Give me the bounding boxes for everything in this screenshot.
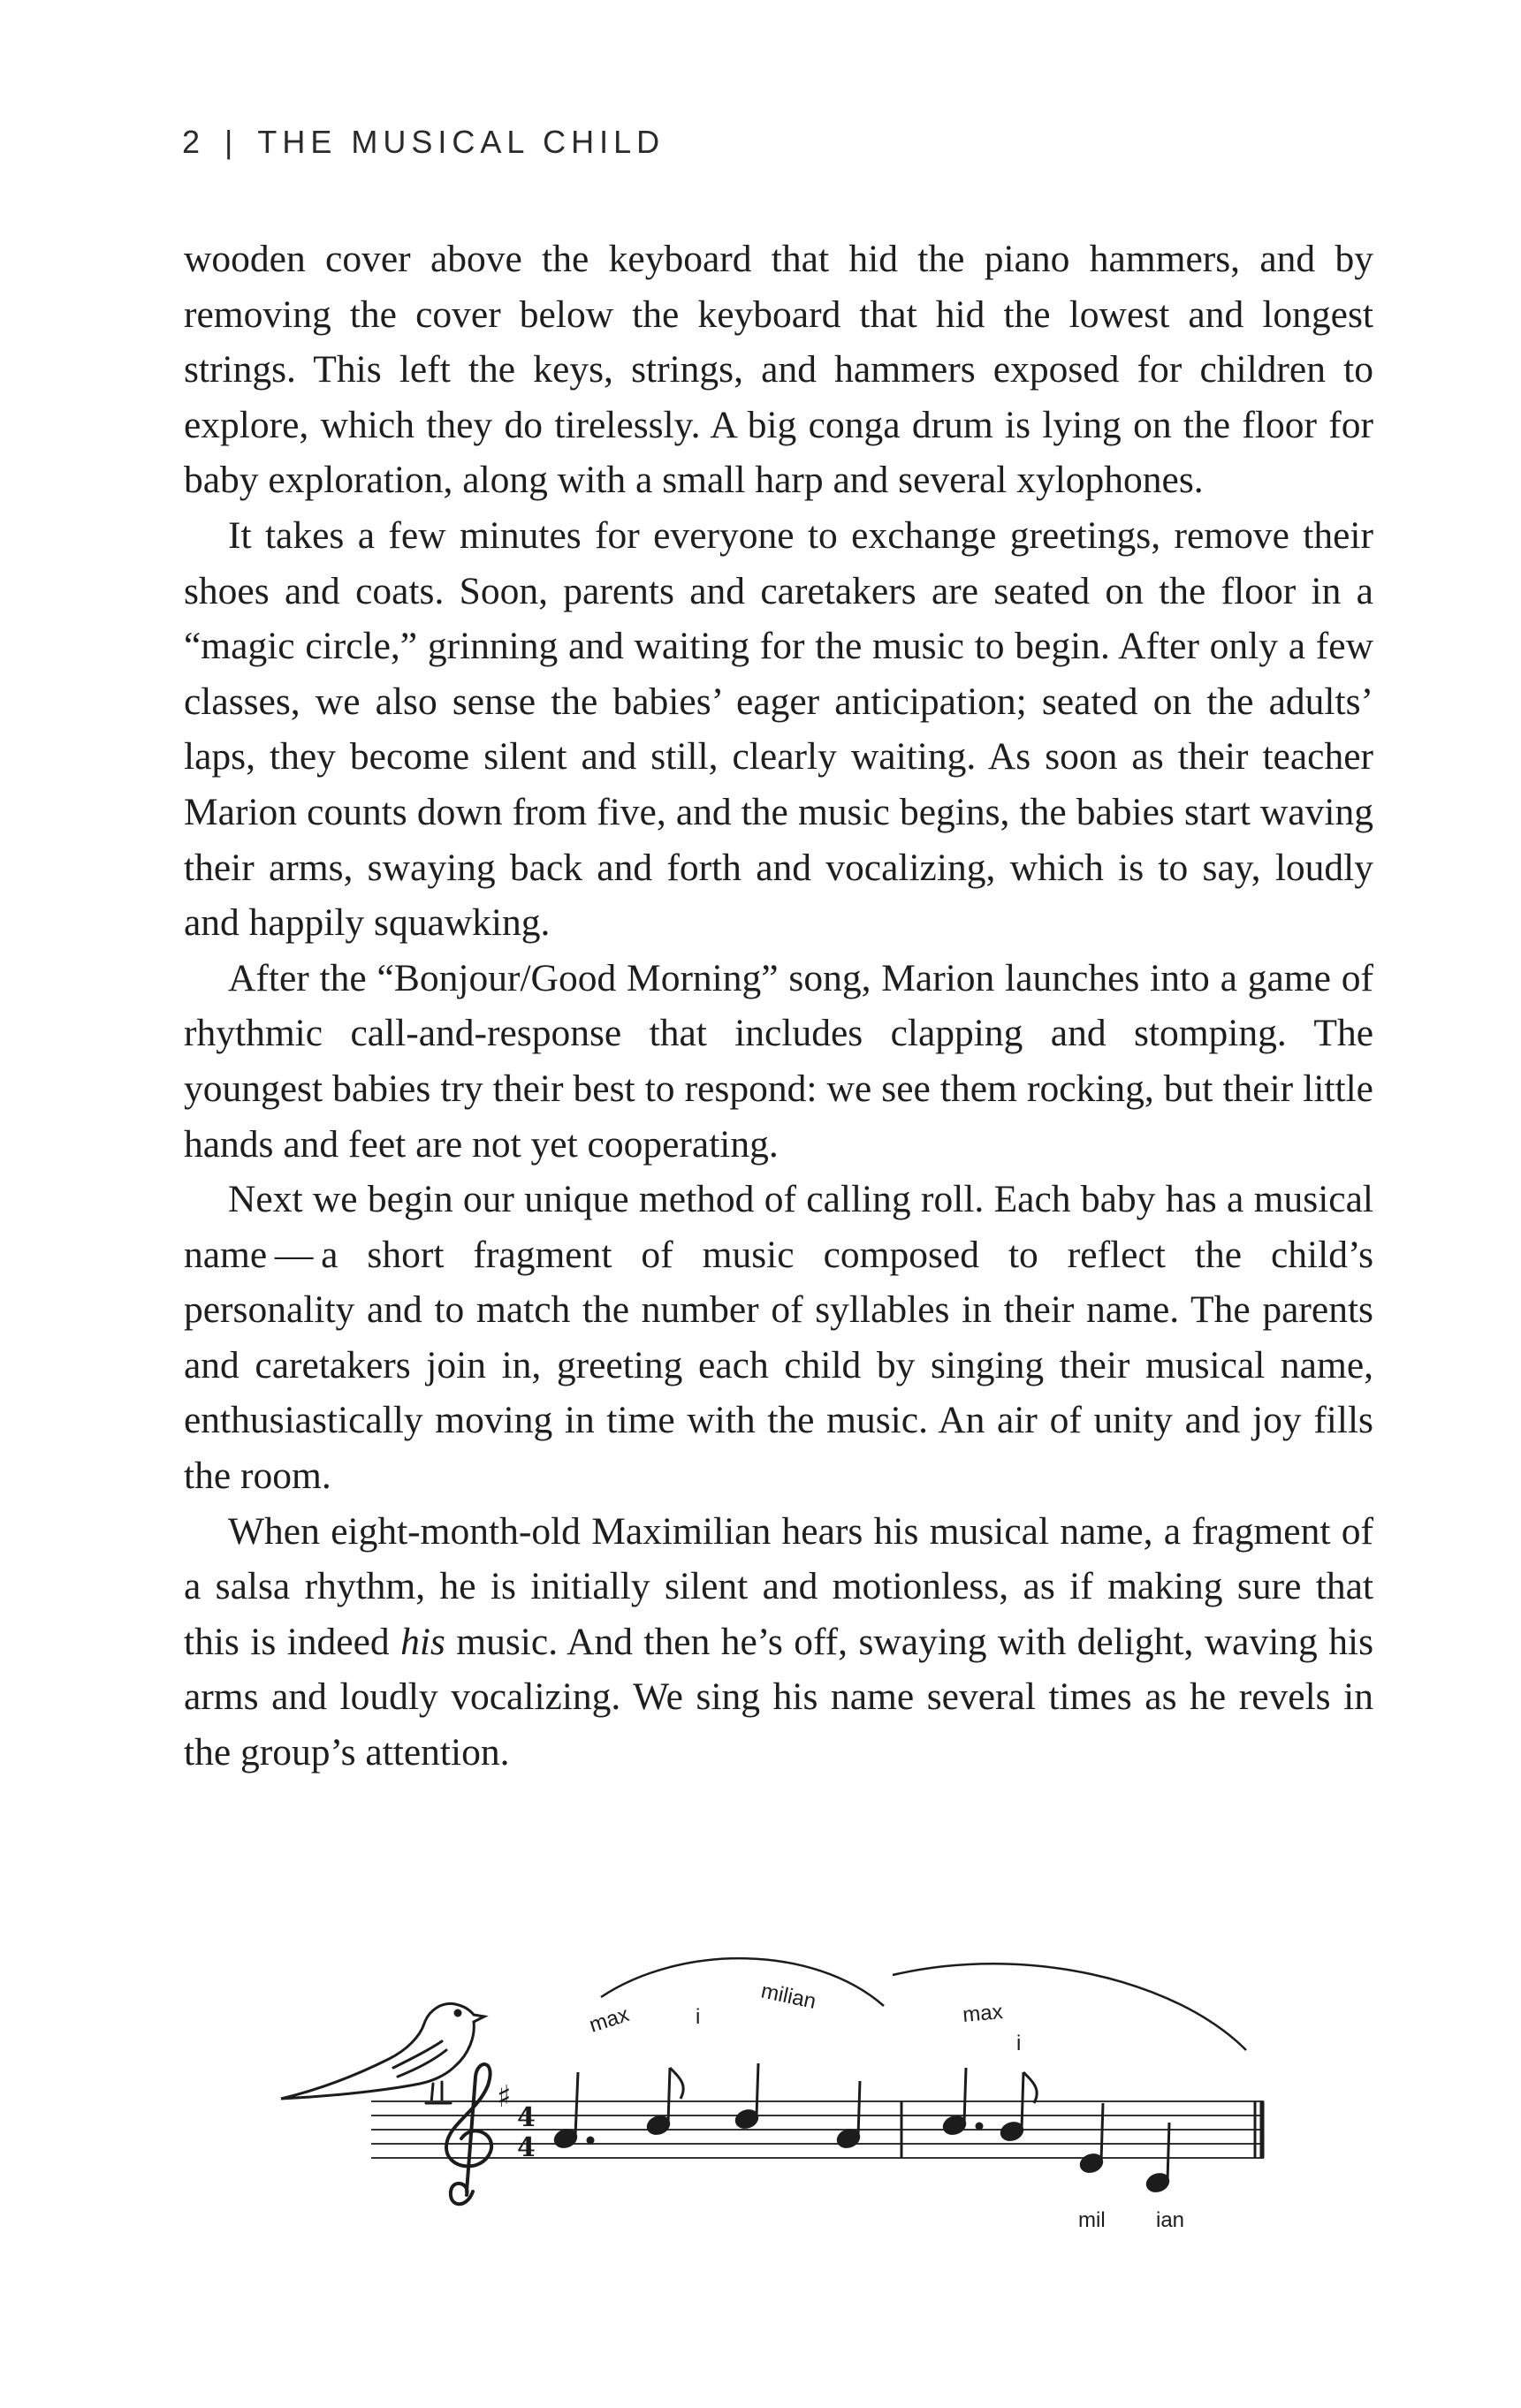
syllable-max: max bbox=[586, 2002, 632, 2038]
book-title: THE MUSICAL CHILD bbox=[257, 124, 665, 160]
syllable-mil: mil bbox=[1078, 2208, 1106, 2232]
note-quarter-mil bbox=[1079, 2103, 1105, 2175]
note-quarter-milian bbox=[734, 2063, 760, 2131]
header-separator: | bbox=[224, 124, 239, 160]
maximilian-text-start: When eight-month-old Maximilian hears his musical name, a fragment of a salsa rhythm, he is initially silent and motionless, as if making sure that this is indeed bbox=[184, 1509, 1373, 1663]
paragraph-roll-call: Next we begin our unique method of calling roll. Each baby has a musical name — a short fragment of music composed to reflect the child’s personality and to match the number of syllables in their name. The parents and caretakers join in, greeting each child by singing their musical name, enthusiastically moving in time with the music. An air of unity and joy fills the room. bbox=[184, 1178, 1373, 1498]
note-eighth-2 bbox=[1000, 2072, 1038, 2143]
maximilian-text-end: music. And then he’s off, swaying with delight, waving his arms and loudly vocalizing. We sing his name several times as he revels in the group’s attention. bbox=[184, 1620, 1373, 1774]
page-number: 2 bbox=[182, 124, 206, 160]
running-head bbox=[182, 124, 665, 161]
syllable-i: i bbox=[696, 2005, 701, 2029]
italic-his: his bbox=[400, 1620, 445, 1663]
musical-name-illustration bbox=[265, 1926, 1290, 2306]
sharp-icon: ♯ bbox=[497, 2079, 512, 2115]
syllable-ian: ian bbox=[1156, 2208, 1185, 2232]
bird-icon bbox=[281, 2003, 484, 2103]
syllable-max-2: max bbox=[962, 2000, 1004, 2027]
time-signature-bottom: 4 bbox=[517, 2132, 536, 2163]
body-text bbox=[184, 232, 1373, 1781]
paragraph-call-and-response: After the “Bonjour/Good Morning” song, Marion launches into a game of rhythmic call-and-response that includes clapping and stomping. The youngest babies try their best to respond: we see them rocking, but their little hands and feet are not yet cooperating. bbox=[184, 956, 1373, 1166]
syllable-milian: milian bbox=[758, 1979, 818, 2014]
treble-clef-icon bbox=[446, 2064, 491, 2204]
time-signature-top: 4 bbox=[517, 2102, 536, 2133]
score-svg bbox=[265, 1926, 1290, 2306]
syllable-i-2: i bbox=[1016, 2032, 1022, 2055]
paragraph-continued: wooden cover above the keyboard that hid the piano hammers, and by removing the cover below the keyboard that hid the lowest and longest strings. This left the keys, strings, and hammers exposed for children to explore, which they do tirelessly. A big conga drum is lying on the floor for baby exploration, along with a small harp and several xylophones. bbox=[184, 238, 1373, 502]
paragraph-greetings: It takes a few minutes for everyone to exchange greetings, remove their shoes and coats. Soon, parents and caretakers are seated on the floor in a “magic circle,” grinning and waiting for the music to begin. After only a few classes, we also sense the babies’ eager anticipation; seated on the adults’ laps, they become silent and still, clearly waiting. As soon as their teacher Marion counts down from five, and the music begins, the babies start waving their arms, swaying back and forth and vocalizing, which is to say, loudly and happily squawking. bbox=[184, 513, 1373, 945]
paragraph-maximilian bbox=[184, 1504, 1373, 1781]
note-dotted-quarter bbox=[553, 2072, 593, 2150]
